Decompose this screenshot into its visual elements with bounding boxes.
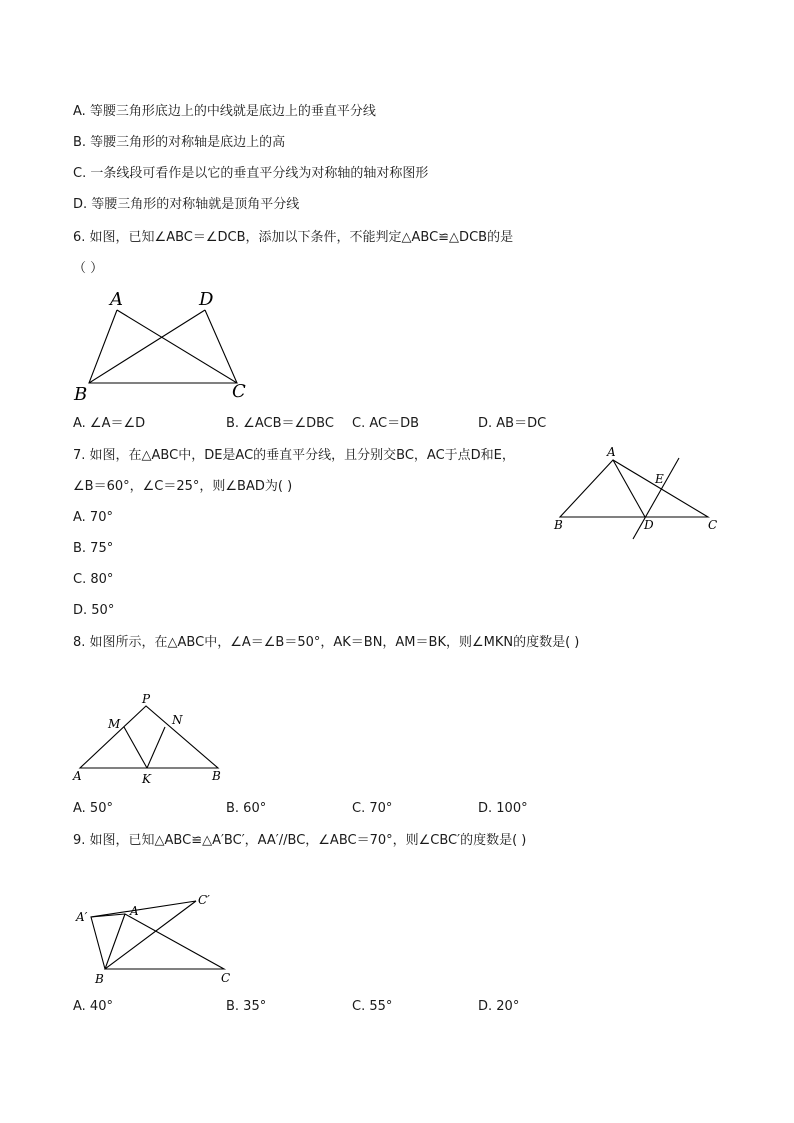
q8-label-n: N [172,713,183,727]
q5-option-d: D. 等腰三角形的对称轴就是顶角平分线 [73,197,300,212]
q7-stem-line1: 7. 如图，在△ABC中，DE是AC的垂直平分线，且分别交BC，AC于点D和E， [73,448,515,463]
q7-label-e: E [655,472,664,486]
q9-option-d: D. 20° [478,999,520,1014]
q9-option-a: A. 40° [73,999,113,1014]
q7-option-a: A. 70° [73,510,113,525]
q7-option-d: D. 50° [73,603,115,618]
q6-option-d: D. AB＝DC [478,416,547,431]
q7-label-c: C [708,518,718,532]
q9-label-a: A [130,904,139,918]
q6-diagonal-ac [117,310,237,383]
q8-option-a: A. 50° [73,801,113,816]
q9-label-b: B [95,972,104,986]
q6-stem: 6. 如图，已知∠ABC＝∠DCB，添加以下条件，不能判定△ABC≌△DCB的是 [73,230,514,245]
q8-option-b: B. 60° [226,801,267,816]
q6-answer-paren: （ ） [73,261,104,276]
q5-option-c: C. 一条线段可看作是以它的垂直平分线为对称轴的轴对称图形 [73,166,429,181]
q6-figure [70,285,260,405]
q6-quadrilateral [89,310,237,383]
q8-label-b: B [212,769,221,783]
q7-figure [550,443,730,543]
q6-option-c: C. AC＝DB [352,416,420,431]
q8-option-d: D. 100° [478,801,528,816]
q8-segment-mk [124,727,147,768]
q7-stem-line2: ∠B＝60°，∠C＝25°，则∠BAD为( ) [73,479,293,494]
q9-label-c1: C′ [198,893,210,907]
q9-figure [70,885,245,990]
q9-triangle-abc [105,914,224,969]
q7-option-b: B. 75° [73,541,114,556]
q7-option-c: C. 80° [73,572,114,587]
q6-option-a: A. ∠A＝∠D [73,416,146,431]
q7-segment-ad [613,460,645,517]
q7-triangle-abc [560,460,708,517]
q5-option-a: A. 等腰三角形底边上的中线就是底边上的垂直平分线 [73,104,376,119]
q9-label-c: C [221,971,231,985]
q6-option-b: B. ∠ACB＝∠DBC [226,416,334,431]
q8-label-a: A [73,769,82,783]
q8-segment-kn [147,727,165,768]
q8-option-c: C. 70° [352,801,393,816]
q7-perpendicular-bisector [633,458,679,539]
q8-label-m: M [108,717,121,731]
q5-option-b: B. 等腰三角形的对称轴是底边上的高 [73,135,286,150]
q8-label-k: K [142,772,151,786]
q9-triangle-a1bc1 [91,901,196,969]
q9-stem: 9. 如图，已知△ABC≌△A′BC′，AA′//BC，∠ABC＝70°，则∠CBC′的度数是( ) [73,833,527,848]
q8-stem: 8. 如图所示，在△ABC中，∠A＝∠B＝50°，AK＝BN，AM＝BK，则∠MKN的度数是( ) [73,635,580,650]
q6-label-d: D [199,289,214,310]
q6-label-a: A [110,289,123,310]
q6-diagonal-db [89,310,205,383]
q7-label-a: A [607,445,616,459]
q6-label-c: C [232,381,246,402]
q9-label-a1: A′ [76,910,88,924]
q8-triangle-apb [80,706,218,768]
q6-label-b: B [74,384,88,405]
q8-label-p: P [142,692,151,706]
q7-label-b: B [554,518,563,532]
q9-option-b: B. 35° [226,999,267,1014]
q7-label-d: D [644,518,654,532]
q8-figure [68,690,228,790]
q9-option-c: C. 55° [352,999,393,1014]
